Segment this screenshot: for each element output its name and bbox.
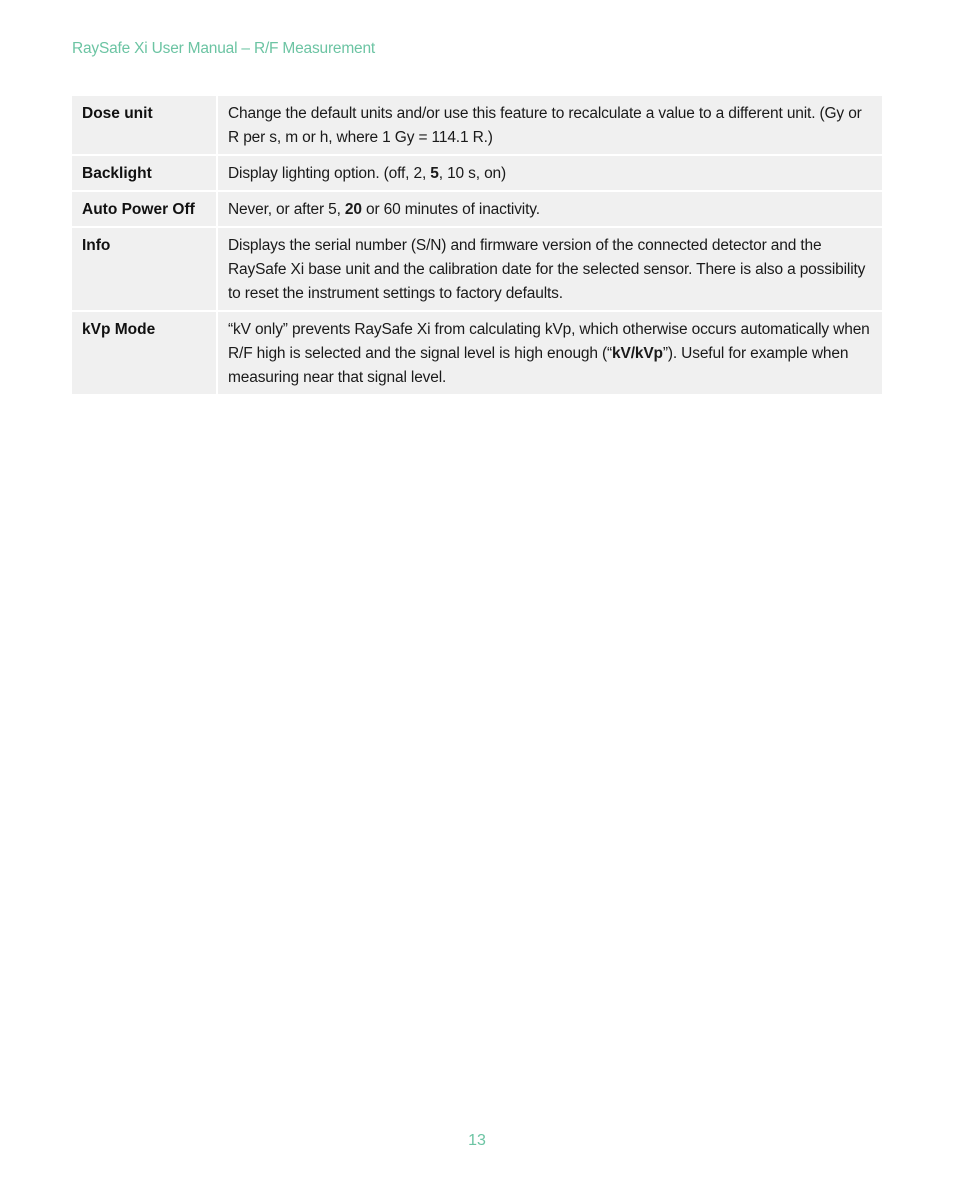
row-term: kVp Mode: [72, 312, 218, 396]
desc-text: Displays the serial number (S/N) and firmware version of the connected detector and the RaySafe Xi base unit and the calibration date for the selected sensor. There is also a possibility to reset the instrument settings to factory defaults.: [228, 237, 866, 302]
table-row-info: [72, 228, 882, 312]
desc-default-value: 20: [344, 201, 362, 218]
table-row-dose-unit: [72, 96, 882, 156]
row-term: Info: [72, 228, 218, 312]
desc-text: “kV only” prevents RaySafe Xi from calculating kVp, which otherwise occurs automatically when R/F high is selected and the signal level is high enough (“: [228, 321, 870, 362]
desc-default-value: 5: [430, 165, 439, 182]
row-term: Auto Power Off: [72, 192, 218, 228]
desc-text: Display lighting option. (off, 2,: [228, 165, 431, 182]
row-description: [218, 156, 882, 192]
table-row-backlight: [72, 156, 882, 192]
settings-table: [72, 96, 882, 396]
row-description: [218, 96, 882, 156]
row-term: Dose unit: [72, 96, 218, 156]
table-row-auto-power-off: [72, 192, 882, 228]
table-row-kvp-mode: [72, 312, 882, 396]
running-header: RaySafe Xi User Manual – R/F Measurement: [72, 40, 375, 57]
desc-text: Change the default units and/or use this feature to recalculate a value to a different unit. (Gy or R per s, m or h, where 1 Gy = 114.1 R.): [228, 105, 862, 146]
row-description: [218, 312, 882, 396]
desc-text: , 10 s, on): [438, 165, 507, 182]
desc-text: ”). Useful for example when measuring near that signal level.: [228, 345, 849, 386]
row-description: [218, 228, 882, 312]
desc-text: or 60 minutes of inactivity.: [361, 201, 540, 218]
row-term: Backlight: [72, 156, 218, 192]
page-number: 13: [468, 1132, 486, 1149]
row-description: [218, 192, 882, 228]
desc-text: Never, or after 5,: [228, 201, 345, 218]
desc-display-label: kV/kVp: [612, 345, 663, 362]
